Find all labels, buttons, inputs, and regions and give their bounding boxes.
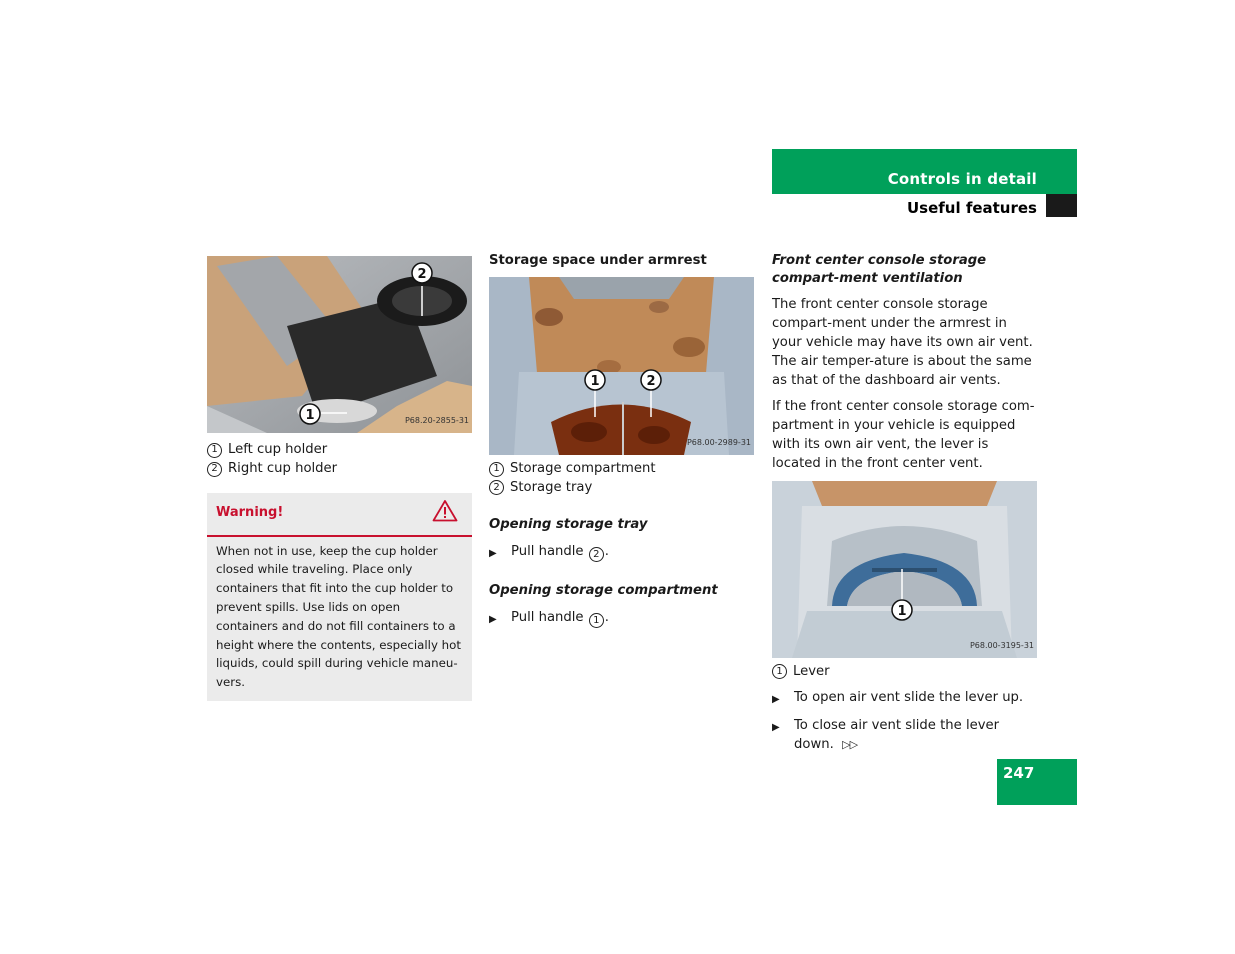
step-text: Pull handle 1 .: [511, 609, 609, 629]
bullet-triangle-icon: ▶: [772, 694, 780, 706]
callout-1-label: 1: [897, 603, 907, 619]
caption-number: 1: [772, 664, 787, 679]
page-number: 247: [997, 759, 1077, 805]
caption-text: Lever: [793, 663, 830, 679]
section-tab: [772, 149, 1077, 194]
warning-text: When not in use, keep the cup holder closed while traveling. Place only containers that fit into the cup holder to prevent spills. Use lids on open containers and do not fill containers to a height where the contents, especially hot liquids, could spill during vehicle maneu-vers.: [216, 543, 462, 690]
step-text: To open air vent slide the lever up.: [794, 690, 1024, 706]
subheading-storage-compartment: Opening storage compartment: [489, 583, 718, 599]
column-armrest-storage: [489, 252, 754, 629]
bullet-triangle-icon: ▶: [489, 613, 497, 625]
callout-1-label: 1: [590, 373, 600, 389]
step-item: [489, 543, 754, 564]
callout-1-label: 1: [305, 408, 315, 423]
air-vent-photo: [772, 481, 1037, 658]
photo-code: P68.00-3195-31: [969, 640, 1034, 650]
caption-number: 1: [489, 462, 504, 477]
armrest-photo: [489, 277, 754, 455]
caption-item: [207, 441, 472, 460]
column-ventilation: [772, 252, 1040, 755]
section-heading: Front center console storage compart-ment ventilation: [772, 253, 987, 287]
step-text: To close air vent slide the lever down. ▷▷: [794, 718, 1000, 752]
warning-box: [207, 493, 472, 701]
column-cup-holder: [207, 256, 472, 701]
callout-1: [300, 404, 320, 424]
photo-code: P68.00-2989-31: [686, 438, 751, 447]
caption-item: [207, 460, 472, 479]
bullet-triangle-icon: ▶: [489, 547, 497, 559]
cup-holder-photo: [207, 256, 472, 433]
step-item: [772, 717, 1040, 755]
section-title: Controls in detail: [887, 170, 1037, 188]
callout-1: [892, 600, 912, 620]
caption-item: [489, 460, 754, 479]
warning-header: [207, 493, 472, 537]
caption-number: 2: [207, 462, 222, 477]
warning-title: Warning!: [216, 505, 284, 521]
callout-2-label: 2: [417, 267, 427, 282]
section-heading: Storage space under armrest: [489, 253, 707, 268]
caption-item: [772, 663, 1040, 682]
subheading-storage-tray: Opening storage tray: [489, 517, 648, 533]
caption-number: 2: [489, 480, 504, 495]
inline-number: 2: [589, 547, 604, 562]
continue-arrows-icon: ▷▷: [842, 737, 858, 751]
photo-code: P68.20-2855-31: [404, 416, 469, 426]
callout-2: [641, 370, 661, 390]
inline-number: 1: [589, 613, 604, 628]
caption-text: Right cup holder: [228, 460, 338, 476]
caption-text: Storage tray: [510, 479, 593, 495]
caption-text: Left cup holder: [228, 442, 328, 457]
subsection-title: Useful features: [906, 199, 1037, 217]
subsection-marker: [1046, 194, 1077, 217]
caption-number: 1: [207, 443, 222, 458]
warning-triangle-icon: [432, 499, 458, 529]
step-item: [772, 689, 1040, 710]
paragraph: The front center console storage compart-ment under the armrest in your vehicle may have its own air vent. The air temper-ature is about the same as that of the dashboard air vents.: [772, 297, 1033, 388]
step-item: [489, 609, 754, 630]
bullet-triangle-icon: ▶: [772, 722, 780, 734]
step-text: Pull handle 2 .: [511, 543, 609, 563]
caption-item: [489, 479, 754, 498]
paragraph: If the front center console storage com-partment in your vehicle is equipped with its own air vent, the lever is located in the front center vent.: [772, 399, 1035, 471]
callout-2-label: 2: [646, 373, 656, 389]
callout-1: [585, 370, 605, 390]
caption-text: Storage compartment: [510, 460, 656, 476]
callout-2: [412, 263, 432, 283]
